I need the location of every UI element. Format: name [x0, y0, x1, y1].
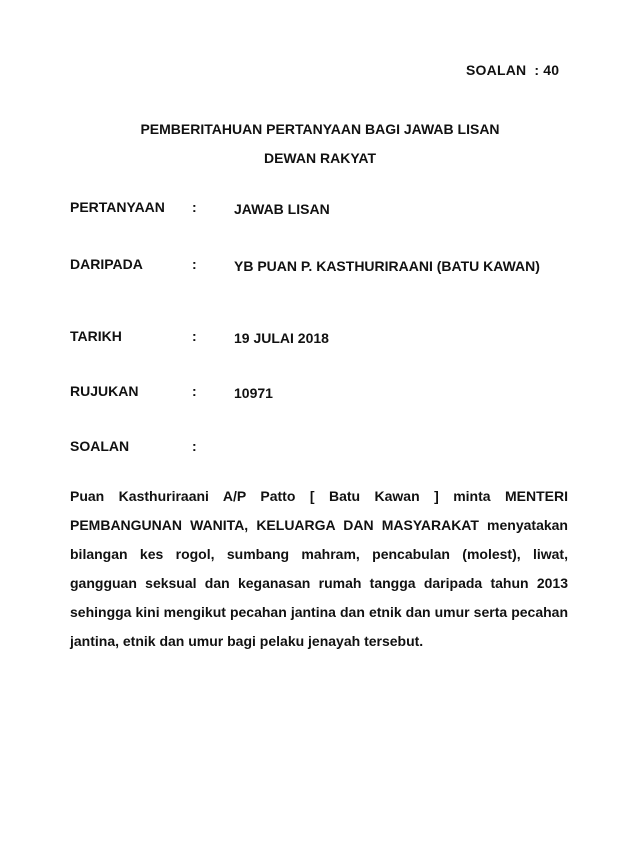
- field-tarikh-label: TARIKH: [70, 328, 122, 344]
- field-rujukan-label: RUJUKAN: [70, 383, 139, 399]
- field-colon: :: [192, 328, 197, 344]
- question-number-value: : 40: [534, 62, 560, 78]
- field-rujukan-value: 10971: [234, 385, 273, 401]
- question-number-label: SOALAN: [466, 62, 527, 78]
- field-pertanyaan-value: JAWAB LISAN: [234, 201, 330, 217]
- field-colon: :: [192, 383, 197, 399]
- document-title: PEMBERITAHUAN PERTANYAAN BAGI JAWAB LISAN: [140, 121, 500, 137]
- question-text: Puan Kasthuriraani A/P Patto [ Batu Kawan ] minta MENTERI PEMBANGUNAN WANITA, KELUARGA DAN MASYARAKAT menyatakan bilangan kes rogol, sumbang mahram, pencabulan (molest), liwat, gangguan seksual dan keganasan rumah tangga daripada tahun 2013 sehingga kini mengikut pecahan jantina dan etnik dan umur serta pecahan jantina, etnik dan umur bagi pelaku jenayah tersebut.: [70, 488, 568, 649]
- field-colon: :: [192, 438, 197, 454]
- field-daripada-value: YB PUAN P. KASTHURIRAANI (BATU KAWAN): [234, 258, 540, 274]
- field-soalan-label: SOALAN: [70, 438, 130, 454]
- field-tarikh-value: 19 JULAI 2018: [234, 330, 329, 346]
- field-pertanyaan-label: PERTANYAAN: [70, 199, 165, 215]
- question-number: [466, 62, 559, 78]
- field-colon: :: [192, 256, 197, 272]
- field-daripada-label: DARIPADA: [70, 256, 143, 272]
- document-subtitle: DEWAN RAKYAT: [263, 150, 376, 166]
- field-colon: :: [192, 199, 197, 215]
